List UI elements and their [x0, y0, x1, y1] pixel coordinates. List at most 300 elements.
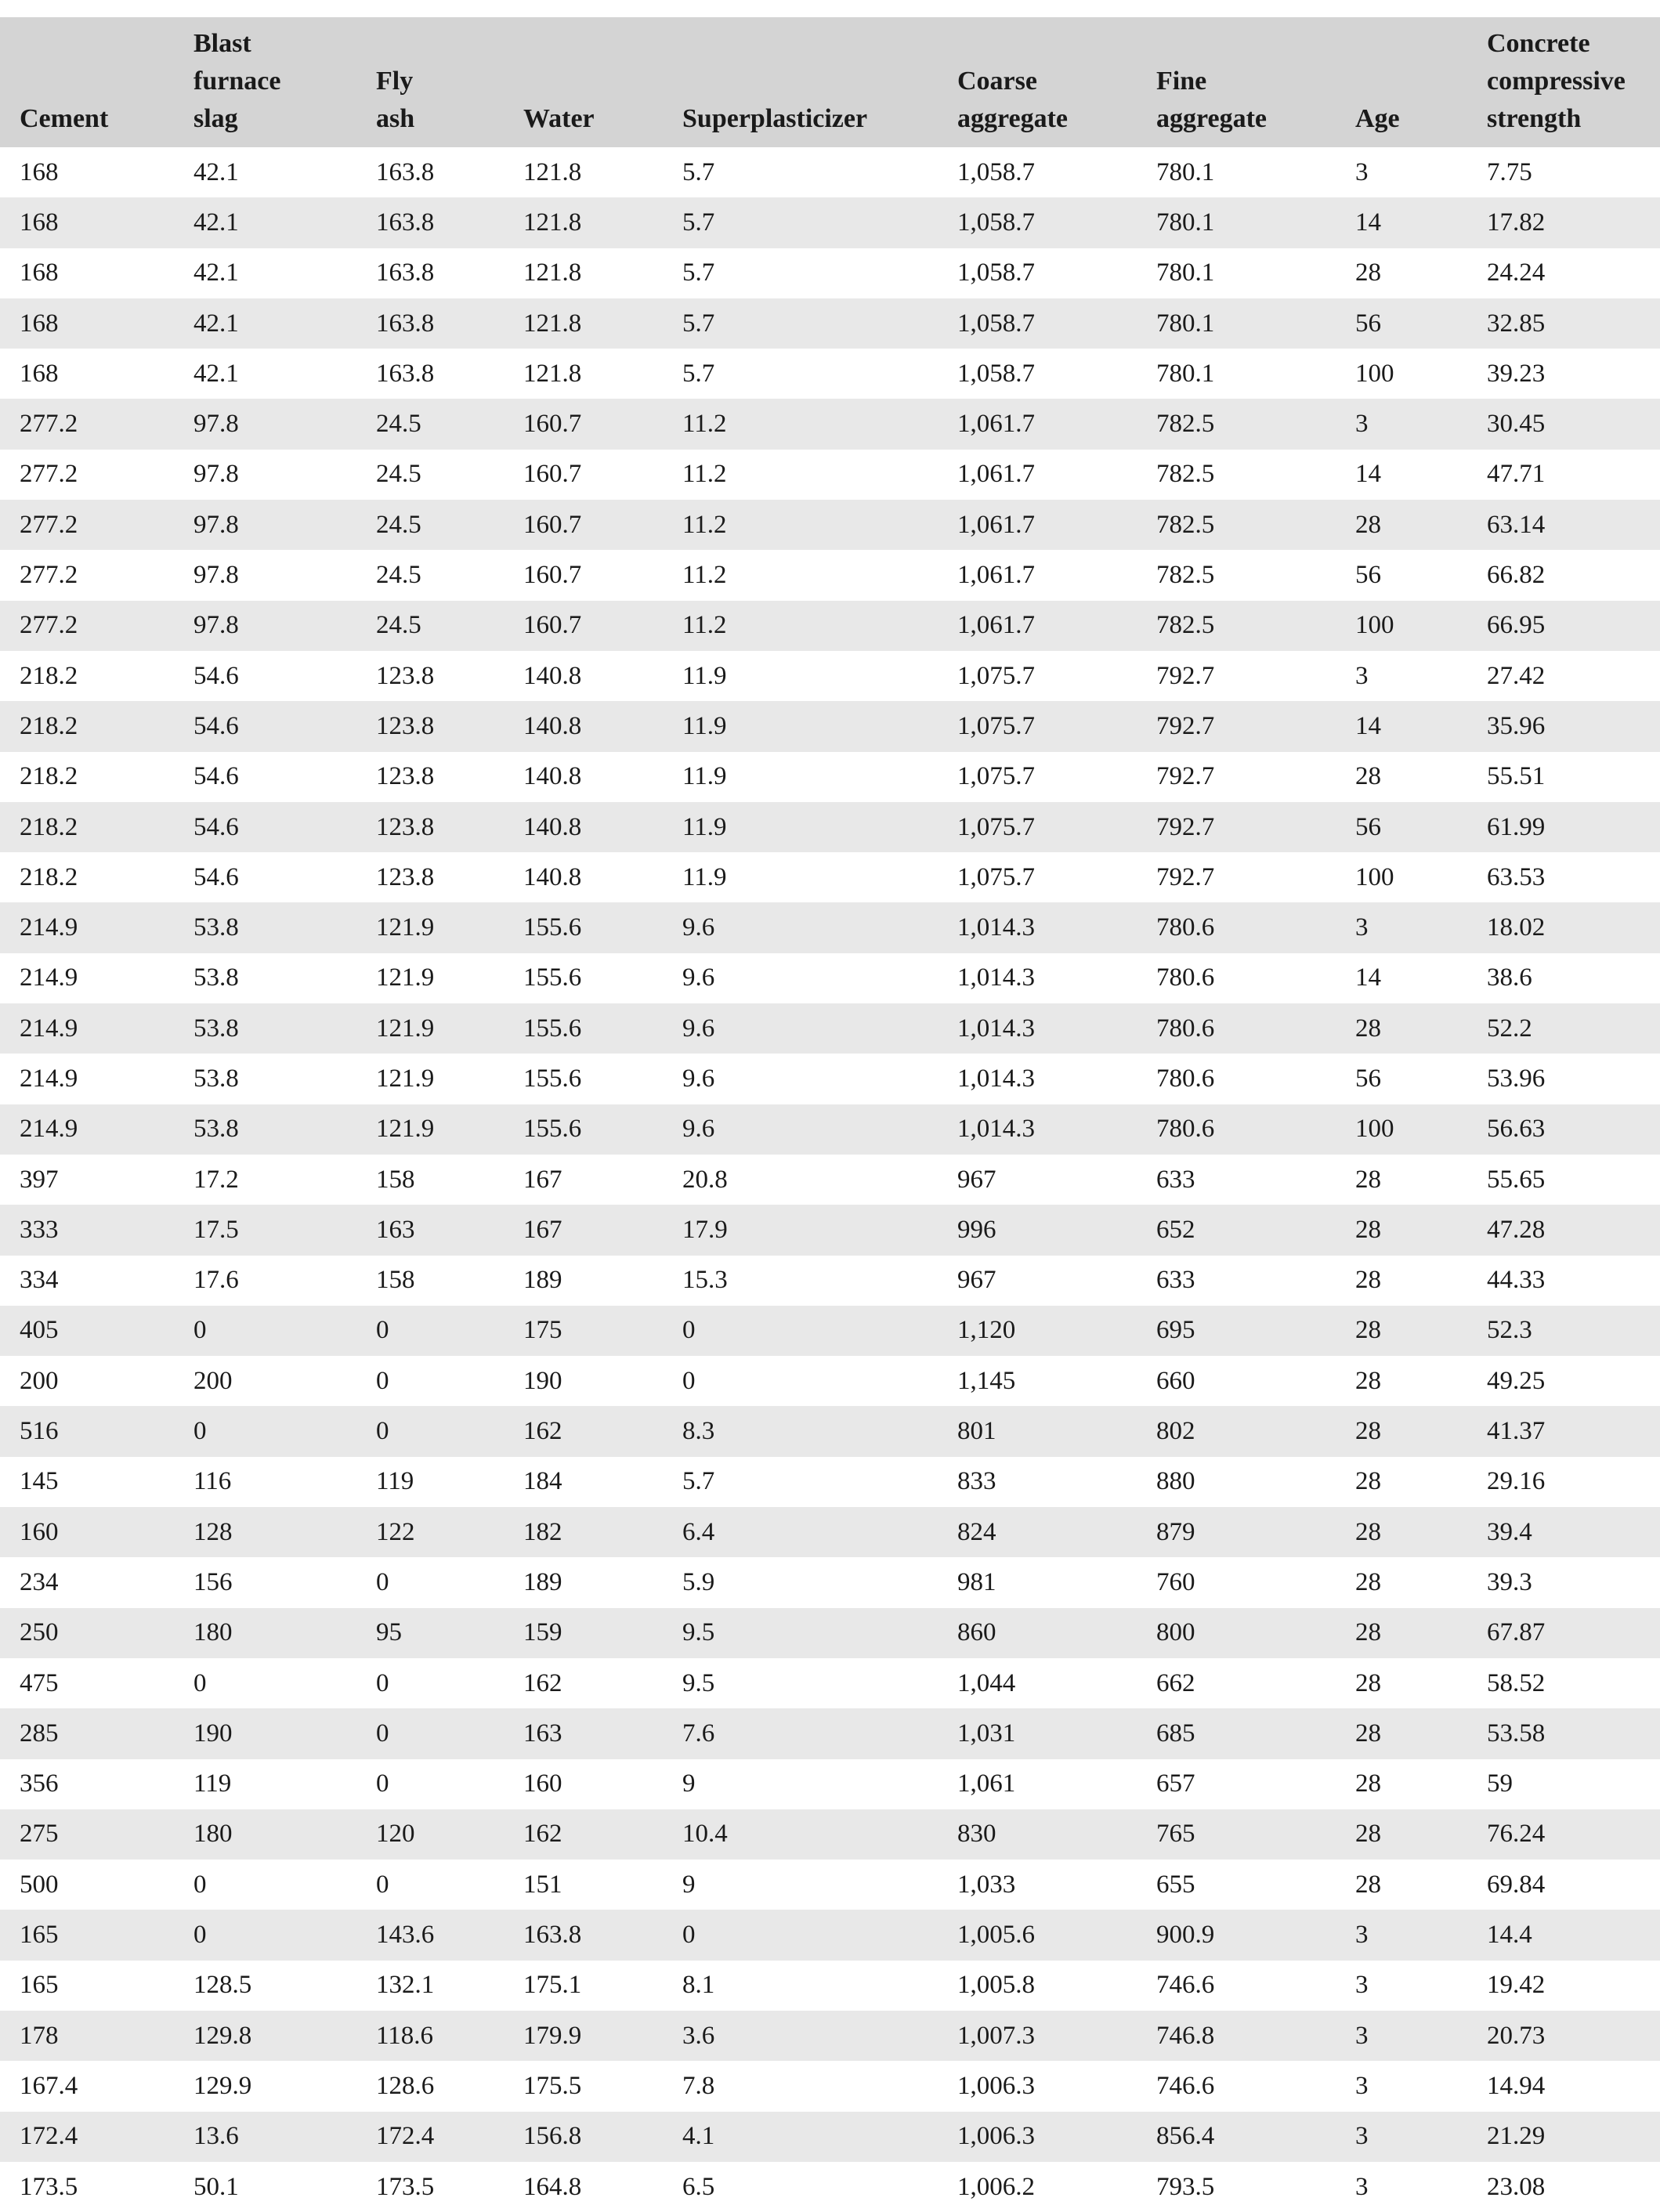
- table-cell: 1,014.3: [957, 913, 1035, 942]
- table-cell: 164.8: [523, 2172, 582, 2201]
- table-cell: 9.6: [682, 1014, 715, 1043]
- table-cell: 163.8: [523, 1921, 582, 1950]
- table-cell: 24.5: [376, 410, 421, 439]
- table-cell: 0: [376, 1417, 389, 1446]
- table-cell: 173.5: [20, 2172, 78, 2201]
- table-cell: 1,014.3: [957, 1014, 1035, 1043]
- table-cell: 95: [376, 1618, 402, 1647]
- table-cell: 47.28: [1487, 1215, 1546, 1244]
- table-cell: 128.5: [193, 1971, 252, 2000]
- table-cell: 662: [1156, 1668, 1195, 1697]
- table-cell: 655: [1156, 1870, 1195, 1899]
- table-cell: 53.8: [193, 1014, 239, 1043]
- table-cell: 44.33: [1487, 1266, 1546, 1295]
- table-cell: 167: [523, 1215, 562, 1244]
- table-cell: 28: [1355, 762, 1381, 791]
- table-cell: 168: [20, 309, 59, 338]
- table-cell: 63.53: [1487, 862, 1546, 891]
- table-cell: 1,044: [957, 1668, 1016, 1697]
- table-cell: 9.5: [682, 1668, 715, 1697]
- table-cell: 17.9: [682, 1215, 728, 1244]
- table-cell: 660: [1156, 1366, 1195, 1395]
- table-row: [0, 1658, 1660, 1708]
- table-row: [0, 2162, 1660, 2212]
- table-row: [0, 450, 1660, 500]
- table-row: [0, 500, 1660, 550]
- column-header: Water: [523, 104, 595, 133]
- table-row: [0, 1809, 1660, 1860]
- table-cell: 53.58: [1487, 1719, 1546, 1748]
- table-cell: 780.6: [1156, 913, 1215, 942]
- table-cell: 792.7: [1156, 862, 1215, 891]
- table-cell: 97.8: [193, 611, 239, 640]
- table-cell: 42.1: [193, 309, 239, 338]
- table-cell: 155.6: [523, 963, 582, 992]
- table-cell: 900.9: [1156, 1921, 1215, 1950]
- table-cell: 780.1: [1156, 258, 1215, 287]
- table-cell: 42.1: [193, 359, 239, 388]
- table-cell: 163.8: [376, 359, 435, 388]
- table-cell: 11.2: [682, 510, 727, 539]
- table-cell: 53.8: [193, 913, 239, 942]
- table-cell: 140.8: [523, 812, 582, 841]
- table-cell: 55.51: [1487, 762, 1546, 791]
- column-header: Age: [1355, 104, 1400, 133]
- table-cell: 782.5: [1156, 460, 1215, 489]
- table-cell: 122: [376, 1517, 415, 1546]
- table-cell: 9.6: [682, 963, 715, 992]
- table-cell: 42.1: [193, 258, 239, 287]
- table-cell: 792.7: [1156, 711, 1215, 740]
- table-cell: 39.3: [1487, 1567, 1532, 1596]
- table-cell: 24.24: [1487, 258, 1546, 287]
- table-cell: 0: [193, 1921, 207, 1950]
- table-cell: 277.2: [20, 561, 78, 590]
- table-cell: 20.73: [1487, 2021, 1546, 2050]
- table-cell: 162: [523, 1820, 562, 1849]
- table-cell: 42.1: [193, 208, 239, 237]
- table-cell: 53.8: [193, 1115, 239, 1144]
- table-cell: 7.6: [682, 1719, 715, 1748]
- table-cell: 54.6: [193, 762, 239, 791]
- table-cell: 14: [1355, 460, 1381, 489]
- table-cell: 780.1: [1156, 157, 1215, 186]
- table-cell: 123.8: [376, 862, 435, 891]
- table-cell: 8.1: [682, 1971, 715, 2000]
- table-cell: 782.5: [1156, 510, 1215, 539]
- table-cell: 163.8: [376, 157, 435, 186]
- table-cell: 967: [957, 1165, 996, 1194]
- table-cell: 132.1: [376, 1971, 435, 2000]
- table-cell: 121.8: [523, 157, 582, 186]
- table-cell: 165: [20, 1921, 59, 1950]
- table-cell: 1,061.7: [957, 510, 1035, 539]
- table-cell: 1,006.3: [957, 2122, 1035, 2151]
- table-row: [0, 1104, 1660, 1155]
- table-row: [0, 802, 1660, 852]
- column-header: Superplasticizer: [682, 104, 868, 133]
- table-cell: 5.7: [682, 157, 715, 186]
- table-cell: 0: [682, 1366, 696, 1395]
- table-cell: 163: [376, 1215, 415, 1244]
- table-row: [0, 601, 1660, 651]
- table-cell: 123.8: [376, 661, 435, 690]
- table-cell: 58.52: [1487, 1668, 1546, 1697]
- table-cell: 200: [20, 1366, 59, 1395]
- table-cell: 1,145: [957, 1366, 1016, 1395]
- table-cell: 17.6: [193, 1266, 239, 1295]
- table-cell: 28: [1355, 1668, 1381, 1697]
- table-row: [0, 852, 1660, 902]
- table-cell: 356: [20, 1769, 59, 1798]
- table-cell: 0: [376, 1366, 389, 1395]
- table-cell: 218.2: [20, 711, 78, 740]
- table-cell: 38.6: [1487, 963, 1532, 992]
- table-cell: 140.8: [523, 762, 582, 791]
- column-header: Coarse aggregate: [957, 67, 1068, 133]
- table-cell: 405: [20, 1316, 59, 1345]
- table-cell: 168: [20, 157, 59, 186]
- table-cell: 996: [957, 1215, 996, 1244]
- table-cell: 1,061.7: [957, 460, 1035, 489]
- table-cell: 41.37: [1487, 1417, 1546, 1446]
- table-cell: 0: [193, 1316, 207, 1345]
- table-body: [0, 147, 1660, 2212]
- table-cell: 3: [1355, 2172, 1369, 2201]
- table-cell: 5.7: [682, 258, 715, 287]
- table-cell: 28: [1355, 1316, 1381, 1345]
- table-cell: 29.16: [1487, 1467, 1546, 1496]
- table-cell: 52.2: [1487, 1014, 1532, 1043]
- table-cell: 11.2: [682, 410, 727, 439]
- table-cell: 53.8: [193, 963, 239, 992]
- table-row: [0, 902, 1660, 952]
- table-cell: 56: [1355, 812, 1381, 841]
- table-cell: 3: [1355, 157, 1369, 186]
- table-cell: 66.82: [1487, 561, 1546, 590]
- table-cell: 42.1: [193, 157, 239, 186]
- table-cell: 121.9: [376, 1014, 435, 1043]
- table-cell: 1,058.7: [957, 258, 1035, 287]
- table-cell: 11.9: [682, 812, 727, 841]
- table-cell: 475: [20, 1668, 59, 1697]
- table-cell: 123.8: [376, 711, 435, 740]
- table-cell: 1,058.7: [957, 309, 1035, 338]
- table-cell: 28: [1355, 1719, 1381, 1748]
- table-cell: 119: [376, 1467, 414, 1496]
- table-cell: 11.2: [682, 460, 727, 489]
- table-cell: 145: [20, 1467, 59, 1496]
- table-cell: 50.1: [193, 2172, 239, 2201]
- table-cell: 824: [957, 1517, 996, 1546]
- table-cell: 158: [376, 1165, 415, 1194]
- table-cell: 1,075.7: [957, 762, 1035, 791]
- table-cell: 24.5: [376, 611, 421, 640]
- table-cell: 685: [1156, 1719, 1195, 1748]
- table-cell: 277.2: [20, 611, 78, 640]
- table-cell: 118.6: [376, 2021, 434, 2050]
- table-cell: 165: [20, 1971, 59, 2000]
- table-cell: 11.9: [682, 862, 727, 891]
- table-row: [0, 1557, 1660, 1607]
- table-cell: 175.5: [523, 2071, 582, 2100]
- table-cell: 59: [1487, 1769, 1513, 1798]
- table-cell: 14: [1355, 711, 1381, 740]
- table-cell: 1,061.7: [957, 410, 1035, 439]
- table-cell: 860: [957, 1618, 996, 1647]
- table-cell: 760: [1156, 1567, 1195, 1596]
- table-cell: 56: [1355, 309, 1381, 338]
- table-cell: 123.8: [376, 762, 435, 791]
- table-cell: 9.6: [682, 913, 715, 942]
- table-cell: 782.5: [1156, 611, 1215, 640]
- table-cell: 1,075.7: [957, 711, 1035, 740]
- table-cell: 28: [1355, 1014, 1381, 1043]
- table-cell: 780.6: [1156, 1115, 1215, 1144]
- table-cell: 214.9: [20, 1064, 78, 1093]
- table-cell: 1,006.3: [957, 2071, 1035, 2100]
- table-cell: 14: [1355, 208, 1381, 237]
- table-cell: 52.3: [1487, 1316, 1532, 1345]
- table-cell: 214.9: [20, 1014, 78, 1043]
- table-cell: 28: [1355, 1567, 1381, 1596]
- table-cell: 116: [193, 1467, 232, 1496]
- table-cell: 214.9: [20, 963, 78, 992]
- table-cell: 801: [957, 1417, 996, 1446]
- table-cell: 1,061: [957, 1769, 1016, 1798]
- table-row: [0, 1356, 1660, 1406]
- table-cell: 0: [376, 1567, 389, 1596]
- table-row: [0, 349, 1660, 399]
- table-cell: 3: [1355, 913, 1369, 942]
- table-cell: 24.5: [376, 561, 421, 590]
- table-cell: 190: [523, 1366, 562, 1395]
- table-cell: 14.4: [1487, 1921, 1532, 1950]
- table-cell: 182: [523, 1517, 562, 1546]
- table-cell: 1,120: [957, 1316, 1016, 1345]
- table-cell: 500: [20, 1870, 59, 1899]
- table-cell: 100: [1355, 611, 1394, 640]
- table-cell: 792.7: [1156, 762, 1215, 791]
- table-cell: 172.4: [376, 2122, 435, 2151]
- table-cell: 214.9: [20, 1115, 78, 1144]
- table-row: [0, 752, 1660, 802]
- table-cell: 54.6: [193, 862, 239, 891]
- table-cell: 782.5: [1156, 410, 1215, 439]
- table-row: [0, 2061, 1660, 2111]
- table-cell: 100: [1355, 1115, 1394, 1144]
- table-cell: 780.6: [1156, 1014, 1215, 1043]
- table-row: [0, 1910, 1660, 1960]
- table-cell: 657: [1156, 1769, 1195, 1798]
- table-row: [0, 701, 1660, 751]
- table-cell: 1,058.7: [957, 208, 1035, 237]
- table-cell: 121.9: [376, 1064, 435, 1093]
- table-cell: 277.2: [20, 510, 78, 539]
- table-cell: 28: [1355, 1266, 1381, 1295]
- table-cell: 5.7: [682, 1467, 715, 1496]
- table-cell: 163.8: [376, 258, 435, 287]
- table-cell: 180: [193, 1618, 233, 1647]
- table-cell: 5.7: [682, 309, 715, 338]
- table-cell: 746.6: [1156, 2071, 1215, 2100]
- table-cell: 28: [1355, 510, 1381, 539]
- table-cell: 780.6: [1156, 1064, 1215, 1093]
- table-cell: 160.7: [523, 510, 582, 539]
- table-cell: 277.2: [20, 410, 78, 439]
- table-cell: 28: [1355, 1417, 1381, 1446]
- table-cell: 793.5: [1156, 2172, 1215, 2201]
- table-cell: 21.29: [1487, 2122, 1546, 2151]
- table-cell: 167.4: [20, 2071, 78, 2100]
- table-cell: 56: [1355, 561, 1381, 590]
- table-row: [0, 1507, 1660, 1557]
- table-cell: 334: [20, 1266, 59, 1295]
- table-cell: 61.99: [1487, 812, 1546, 841]
- concrete-data-table: [0, 17, 1660, 2212]
- table-cell: 158: [376, 1266, 415, 1295]
- table-cell: 746.8: [1156, 2021, 1215, 2050]
- table-cell: 28: [1355, 1769, 1381, 1798]
- table-cell: 9.5: [682, 1618, 715, 1647]
- table-cell: 155.6: [523, 1115, 582, 1144]
- table-cell: 54.6: [193, 661, 239, 690]
- table-cell: 856.4: [1156, 2122, 1215, 2151]
- table-row: [0, 248, 1660, 298]
- table-cell: 218.2: [20, 661, 78, 690]
- table-cell: 140.8: [523, 661, 582, 690]
- table-row: [0, 1860, 1660, 1910]
- table-cell: 30.45: [1487, 410, 1546, 439]
- table-cell: 160.7: [523, 611, 582, 640]
- table-cell: 67.87: [1487, 1618, 1546, 1647]
- table-cell: 218.2: [20, 762, 78, 791]
- table-cell: 167: [523, 1165, 562, 1194]
- table-cell: 121.8: [523, 359, 582, 388]
- table-cell: 218.2: [20, 862, 78, 891]
- table-cell: 792.7: [1156, 661, 1215, 690]
- table-cell: 782.5: [1156, 561, 1215, 590]
- table-cell: 1,061.7: [957, 611, 1035, 640]
- table-cell: 879: [1156, 1517, 1195, 1546]
- table-cell: 28: [1355, 1215, 1381, 1244]
- table-cell: 151: [523, 1870, 562, 1899]
- table-cell: 54.6: [193, 711, 239, 740]
- table-cell: 190: [193, 1719, 233, 1748]
- table-cell: 20.8: [682, 1165, 728, 1194]
- table-cell: 397: [20, 1165, 59, 1194]
- table-cell: 10.4: [682, 1820, 728, 1849]
- table-cell: 3: [1355, 1921, 1369, 1950]
- table-cell: 160.7: [523, 460, 582, 489]
- table-cell: 49.25: [1487, 1366, 1546, 1395]
- table-row: [0, 298, 1660, 349]
- table-row: [0, 1708, 1660, 1758]
- table-cell: 214.9: [20, 913, 78, 942]
- table-cell: 800: [1156, 1618, 1195, 1647]
- table-cell: 9: [682, 1870, 696, 1899]
- table-cell: 275: [20, 1820, 59, 1849]
- table-cell: 218.2: [20, 812, 78, 841]
- table-cell: 633: [1156, 1165, 1195, 1194]
- table-cell: 24.5: [376, 460, 421, 489]
- table-cell: 121.9: [376, 1115, 435, 1144]
- table-cell: 0: [376, 1870, 389, 1899]
- table-cell: 28: [1355, 1618, 1381, 1647]
- table-cell: 8.3: [682, 1417, 715, 1446]
- table-cell: 3: [1355, 1971, 1369, 2000]
- table-cell: 162: [523, 1668, 562, 1697]
- table-cell: 159: [523, 1618, 562, 1647]
- table-cell: 14.94: [1487, 2071, 1546, 2100]
- table-cell: 1,058.7: [957, 359, 1035, 388]
- table-cell: 11.9: [682, 762, 727, 791]
- table-cell: 156: [193, 1567, 233, 1596]
- table-cell: 28: [1355, 1165, 1381, 1194]
- table-cell: 172.4: [20, 2122, 78, 2151]
- table-cell: 163.8: [376, 309, 435, 338]
- table-row: [0, 1759, 1660, 1809]
- table-cell: 234: [20, 1567, 59, 1596]
- table-cell: 143.6: [376, 1921, 435, 1950]
- table-cell: 652: [1156, 1215, 1195, 1244]
- table-cell: 27.42: [1487, 661, 1546, 690]
- table-cell: 54.6: [193, 812, 239, 841]
- table-cell: 9.6: [682, 1115, 715, 1144]
- table-cell: 28: [1355, 258, 1381, 287]
- table-cell: 56: [1355, 1064, 1381, 1093]
- table-cell: 53.96: [1487, 1064, 1546, 1093]
- table-cell: 0: [682, 1316, 696, 1345]
- table-cell: 162: [523, 1417, 562, 1446]
- table-cell: 1,007.3: [957, 2021, 1035, 2050]
- table-cell: 97.8: [193, 410, 239, 439]
- table-cell: 3.6: [682, 2021, 715, 2050]
- table-cell: 28: [1355, 1517, 1381, 1546]
- table-cell: 17.2: [193, 1165, 239, 1194]
- table-row: [0, 1054, 1660, 1104]
- table-cell: 175.1: [523, 1971, 582, 2000]
- table-cell: 35.96: [1487, 711, 1546, 740]
- table-cell: 39.23: [1487, 359, 1546, 388]
- table-cell: 55.65: [1487, 1165, 1546, 1194]
- table-cell: 121.9: [376, 913, 435, 942]
- table-cell: 155.6: [523, 913, 582, 942]
- table-cell: 1,033: [957, 1870, 1016, 1899]
- table-cell: 3: [1355, 2122, 1369, 2151]
- table-cell: 155.6: [523, 1064, 582, 1093]
- table-cell: 695: [1156, 1316, 1195, 1345]
- table-row: [0, 651, 1660, 701]
- table-cell: 765: [1156, 1820, 1195, 1849]
- table-cell: 32.85: [1487, 309, 1546, 338]
- table-cell: 0: [193, 1668, 207, 1697]
- table-cell: 39.4: [1487, 1517, 1532, 1546]
- table-cell: 123.8: [376, 812, 435, 841]
- table-cell: 1,058.7: [957, 157, 1035, 186]
- table-row: [0, 1406, 1660, 1456]
- column-header: Concrete compressive strength: [1487, 29, 1626, 133]
- table-row: [0, 1961, 1660, 2011]
- table-cell: 3: [1355, 2021, 1369, 2050]
- table-cell: 1,031: [957, 1719, 1016, 1748]
- table-cell: 0: [376, 1316, 389, 1345]
- table-cell: 780.6: [1156, 963, 1215, 992]
- table-row: [0, 1155, 1660, 1205]
- table-cell: 746.6: [1156, 1971, 1215, 2000]
- table-cell: 121.8: [523, 208, 582, 237]
- table-cell: 168: [20, 359, 59, 388]
